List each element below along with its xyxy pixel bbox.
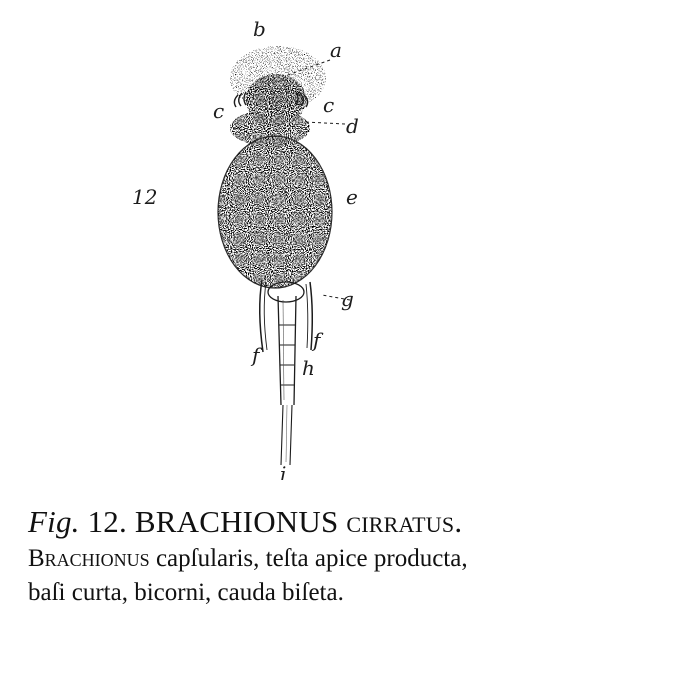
tail-setae [281, 405, 292, 465]
label-a: a [330, 38, 342, 62]
label-f-left: f [252, 343, 260, 367]
lorica-body [218, 136, 332, 288]
description-text-1: capſularis, teſta apice producta, [155, 545, 468, 572]
label-c-right: c [323, 93, 335, 117]
caption-title-line [28, 502, 668, 542]
label-d: d [346, 114, 359, 138]
figure-number-label: 12 [132, 185, 158, 209]
label-c-left: c [213, 99, 225, 123]
genus-name: BRACHIONUS [134, 504, 339, 539]
foot-segments [278, 296, 296, 405]
label-e: e [346, 185, 358, 209]
species-name: cirratus. [346, 504, 463, 539]
label-g: g [341, 287, 354, 311]
label-h: h [302, 356, 315, 380]
fig-number: 12. [87, 504, 127, 539]
fig-word: Fig. [28, 504, 80, 539]
caption-description-line-1 [28, 542, 668, 576]
label-b: b [253, 17, 266, 41]
label-f-right: f [313, 328, 321, 352]
label-i: i [280, 462, 287, 480]
description-genus: Brachionus [28, 545, 150, 572]
caption-description-line-2: baſi curta, bicorni, cauda biſeta. [28, 579, 344, 606]
figure-caption [28, 502, 668, 610]
